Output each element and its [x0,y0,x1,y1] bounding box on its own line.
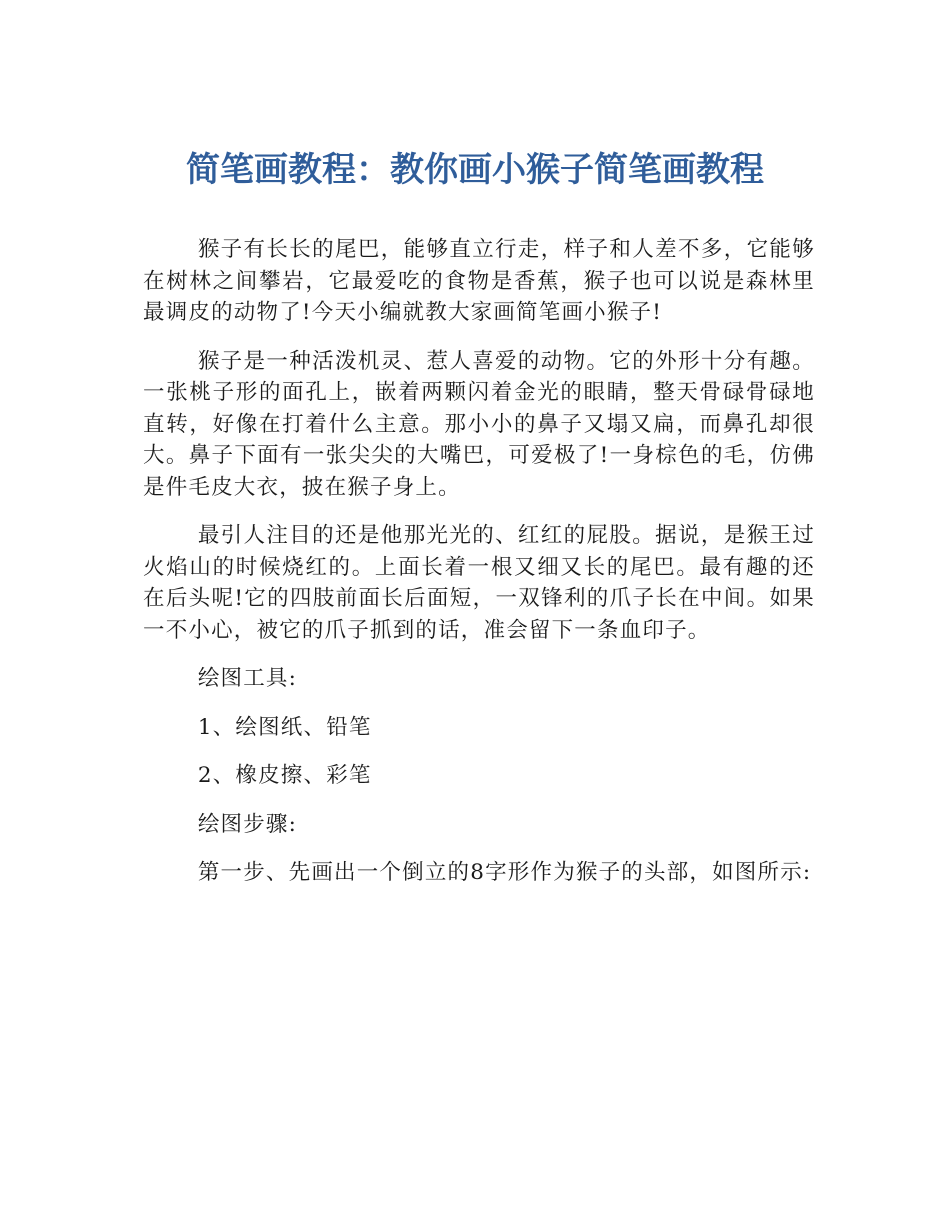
paragraph-appearance: 猴子是一种活泼机灵、惹人喜爱的动物。它的外形十分有趣。一张桃子形的面孔上，嵌着两颗闪着金光的眼睛，整天骨碌骨碌地直转，好像在打着什么主意。那小小的鼻子又塌又扁，而鼻孔却很大。鼻子下面有一张尖尖的大嘴巴，可爱极了!一身棕色的毛，仿佛是件毛皮大衣，披在猴子身上。 [143,348,815,500]
document-title: 简笔画教程：教你画小猴子简笔画教程 [186,150,764,190]
paragraph-tool-2: 2、橡皮擦、彩笔 [197,763,372,788]
paragraph-step-1: 第一步、先画出一个倒立的8字形作为猴子的头部，如图所示: [197,860,812,885]
paragraph-tool-1: 1、绘图纸、铅笔 [197,714,372,740]
paragraph-features: 最引人注目的还是他那光光的、红红的屁股。据说，是猴王过火焰山的时候烧红的。上面长着一根又细又长的尾巴。最有趣的还在后头呢!它的四肢前面长后面短，一双锋利的爪子长在中间。如果一不小心，被它的爪子抓到的话，准会留下一条血印子。 [143,523,815,643]
paragraph-steps-heading: 绘图步骤: [197,811,298,837]
paragraph-intro: 猴子有长长的尾巴，能够直立行走，样子和人差不多，它能够在树林之间攀岩，它最爱吃的食物是香蕉，猴子也可以说是森林里最调皮的动物了!今天小编就教大家画简笔画小猴子! [143,237,815,325]
document-body [143,234,815,906]
paragraph-tools-heading: 绘图工具: [197,666,298,691]
